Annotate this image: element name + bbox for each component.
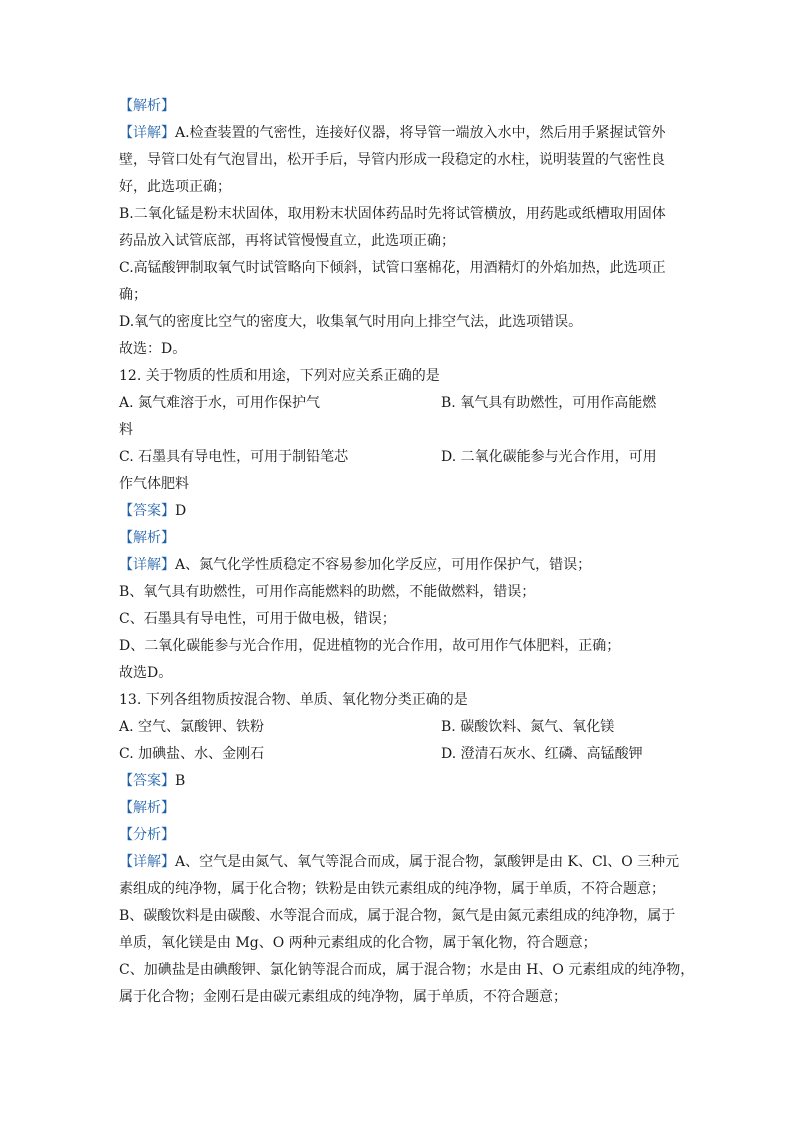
- document-content: [119, 93, 695, 1011]
- q11-explanation-line: 确；: [119, 287, 147, 303]
- q13-answer: 【答案】B: [119, 773, 186, 789]
- q11-explanation-line: B.二氧化锰是粉末状固体，取用粉末状固体药品时先将试管横放，用药匙或纸槽取用固体: [119, 206, 666, 222]
- q13-option-b: B. 碳酸饮料、氮气、氧化镁: [441, 719, 615, 735]
- q11-explanation-line: 壁，导管口处有气泡冒出，松开手后，导管内形成一段稳定的水柱，说明装置的气密性良: [119, 152, 665, 168]
- q12-option-b: B. 氧气具有助燃性，可用作高能燃: [441, 395, 657, 411]
- q12-option-c: C. 石墨具有导电性，可用于制铅笔芯: [119, 449, 349, 465]
- q13-explanation-line: B、碳酸饮料是由碳酸、水等混合而成，属于混合物，氮气是由氮元素组成的纯净物，属于: [119, 908, 676, 924]
- q13-option-d: D. 澄清石灰水、红磷、高锰酸钾: [441, 746, 643, 762]
- q12-options-row-1: [119, 390, 679, 417]
- q12-option-b-continued: 料: [119, 422, 133, 438]
- q11-explanation-line: C.高锰酸钾制取氧气时试管略向下倾斜，试管口塞棉花，用酒精灯的外焰加热，此选项正: [119, 260, 666, 276]
- q12-explanation-line: B、氧气具有助燃性，可用作高能燃料的助燃，不能做燃料，错误；: [119, 584, 536, 600]
- q12-stem: 12. 关于物质的性质和用途，下列对应关系正确的是: [119, 368, 440, 384]
- q12-options-row-2: [119, 444, 679, 471]
- q13-explanation-line: 单质，氧化镁是由 Mg、O 两种元素组成的化合物，属于氧化物，符合题意；: [119, 935, 597, 951]
- q13-explanation-line: 素组成的纯净物，属于化合物；铁粉是由铁元素组成的纯净物，属于单质，不符合题意；: [119, 881, 665, 897]
- q12-option-d: D. 二氧化碳能参与光合作用，可用: [441, 449, 657, 465]
- q13-explanation-line: 属于化合物；金刚石是由碳元素组成的纯净物，属于单质，不符合题意；: [119, 989, 567, 1005]
- q13-stem: 13. 下列各组物质按混合物、单质、氧化物分类正确的是: [119, 692, 468, 708]
- analysis-heading: 【解析】: [119, 98, 175, 114]
- q11-explanation-line: D.氧气的密度比空气的密度大，收集氧气时用向上排空气法，此选项错误。: [119, 314, 583, 330]
- q12-explanation-line: C、石墨具有导电性，可用于做电极，错误；: [119, 611, 396, 627]
- q12-explanation-line: 【详解】A、氮气化学性质稳定不容易参加化学反应，可用作保护气，错误；: [119, 557, 592, 573]
- q11-conclusion: 故选：D。: [119, 341, 187, 357]
- q11-explanation-line: 药品放入试管底部，再将试管慢慢直立，此选项正确；: [119, 233, 455, 249]
- q13-explanation-line: C、加碘盐是由碘酸钾、氯化钠等混合而成，属于混合物；水是由 H、O 元素组成的纯净物，: [119, 962, 695, 978]
- q13-options-row-1: [119, 714, 679, 741]
- q11-explanation-line: 好，此选项正确；: [119, 179, 231, 195]
- q13-option-c: C. 加碘盐、水、金刚石: [119, 746, 265, 762]
- q13-fenxi-heading: 【分析】: [119, 827, 175, 843]
- q13-options-row-2: [119, 741, 679, 768]
- q12-option-a: A. 氮气难溶于水，可用作保护气: [119, 395, 321, 411]
- q12-conclusion: 故选D。: [119, 665, 173, 681]
- q11-explanation-line: 【详解】A.检查装置的气密性，连接好仪器，将导管一端放入水中，然后用手紧握试管外: [119, 125, 666, 141]
- q12-option-d-continued: 作气体肥料: [119, 476, 189, 492]
- q13-option-a: A. 空气、氯酸钾、铁粉: [119, 719, 265, 735]
- q12-explanation-line: D、二氧化碳能参与光合作用，促进植物的光合作用，故可用作气体肥料，正确；: [119, 638, 621, 654]
- q13-analysis-heading: 【解析】: [119, 800, 175, 816]
- q12-answer: 【答案】D: [119, 503, 187, 519]
- q13-explanation-line: 【详解】A、空气是由氮气、氧气等混合而成，属于混合物，氯酸钾是由 K、Cl、O 三种元: [119, 854, 680, 870]
- q12-analysis-heading: 【解析】: [119, 530, 175, 546]
